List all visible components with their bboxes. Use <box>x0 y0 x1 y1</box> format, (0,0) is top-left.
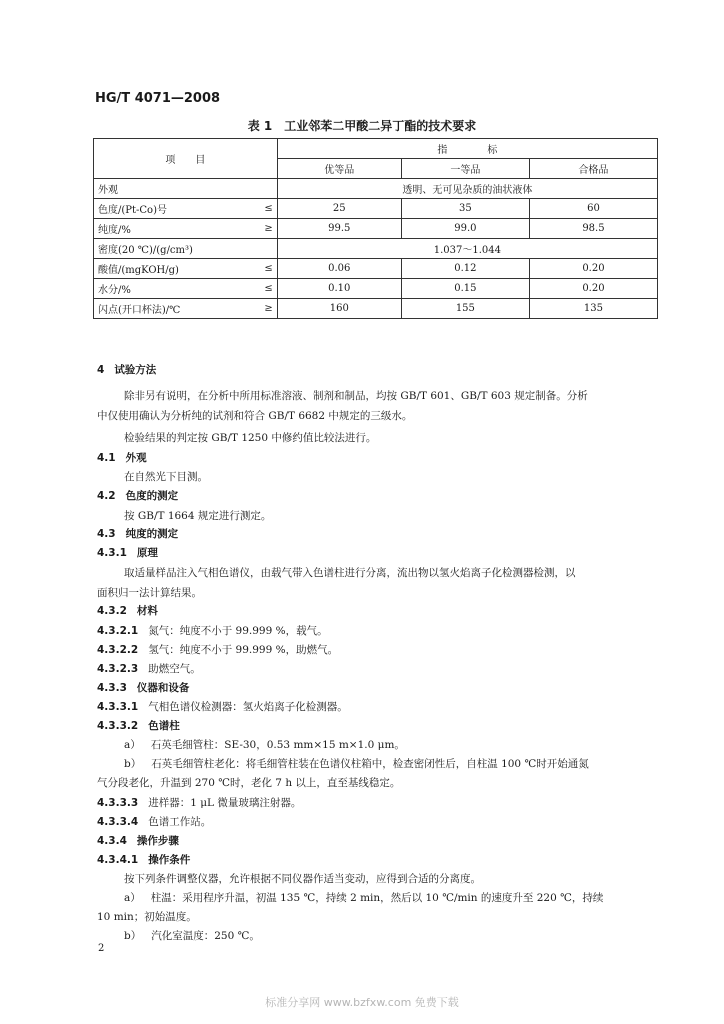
row-value: 160 <box>277 299 401 319</box>
paragraph-line: 按下列条件调整仪器，允许根据不同仪器作适当变动，应得到合适的分离度。 <box>124 873 481 885</box>
table-row <box>94 219 658 239</box>
paragraph-line: 取适量样品注入气相色谱仪，由载气带入色谱柱进行分离，流出物以氢火焰离子化检测器检测，以 <box>124 567 576 579</box>
table-title: 表 1 工业邻苯二甲酸二异丁酯的技术要求 <box>247 119 477 133</box>
section-4-3-3-2-heading: 4.3.3.2 色谱柱 <box>97 720 180 732</box>
table-row <box>94 299 658 319</box>
paragraph-line: 除非另有说明，在分析中所用标准溶液、制剂和制品，均按 GB/T 601、GB/T 603 规定制备。分析 <box>124 390 588 402</box>
list-item-a2: a） 柱温：采用程序升温，初温 135 ℃，持续 2 min，然后以 10 ℃/min 的速度升至 220 ℃，持续 <box>124 892 604 904</box>
row-name: 外观 <box>94 179 259 199</box>
paragraph-line: 按 GB/T 1664 规定进行测定。 <box>124 510 272 522</box>
section-4-3-heading: 4.3 纯度的测定 <box>97 528 179 540</box>
row-value: 0.20 <box>529 259 657 279</box>
table-row <box>94 259 658 279</box>
row-symbol: ≤ <box>259 199 277 219</box>
paragraph-line: 在自然光下目测。 <box>124 471 208 483</box>
row-value: 0.06 <box>277 259 401 279</box>
clause-4-3-2-3: 4.3.2.3 助燃空气。 <box>97 663 201 675</box>
section-4-heading: 4 试验方法 <box>97 364 157 376</box>
row-name: 纯度/% <box>94 219 259 239</box>
row-name: 酸值/(mgKOH/g) <box>94 259 259 279</box>
clause-4-3-2-2: 4.3.2.2 氢气：纯度不小于 99.999 %，助燃气。 <box>97 644 339 656</box>
row-name: 闪点(开口杯法)/℃ <box>94 299 259 319</box>
row-value: 99.0 <box>401 219 529 239</box>
section-4-2-heading: 4.2 色度的测定 <box>97 490 179 502</box>
clause-4-3-2-1: 4.3.2.1 氮气：纯度不小于 99.999 %，载气。 <box>97 625 328 637</box>
list-item-a: a） 石英毛细管柱：SE-30，0.53 mm×15 m×1.0 μm。 <box>124 739 405 751</box>
section-4-3-3-heading: 4.3.3 仪器和设备 <box>97 682 190 694</box>
clause-4-3-3-3: 4.3.3.3 进样器：1 μL 微量玻璃注射器。 <box>97 797 302 809</box>
row-symbol: ≤ <box>259 279 277 299</box>
table-row <box>94 239 658 259</box>
row-merged-value: 1.037～1.044 <box>277 239 657 259</box>
table-row <box>94 199 658 219</box>
col-index-header: 指 标 <box>277 139 657 159</box>
row-symbol: ≥ <box>259 299 277 319</box>
row-symbol <box>259 239 277 259</box>
section-4-1-heading: 4.1 外观 <box>97 452 147 464</box>
table-header-row <box>94 139 658 159</box>
row-value: 98.5 <box>529 219 657 239</box>
grade-header: 一等品 <box>401 159 529 179</box>
row-value: 0.20 <box>529 279 657 299</box>
row-merged-value: 透明、无可见杂质的油状液体 <box>277 179 657 199</box>
site-watermark-footer: 标准分享网 www.bzfxw.com 免费下载 <box>265 996 459 1009</box>
grade-header: 合格品 <box>529 159 657 179</box>
list-item-b: b） 石英毛细管柱老化：将毛细管柱装在色谱仪柱箱中，检查密闭性后，自柱温 100 ℃时开始通氮 <box>124 758 589 770</box>
clause-4-3-3-1: 4.3.3.1 气相色谱仪检测器：氢火焰离子化检测器。 <box>97 701 348 713</box>
table-row <box>94 179 658 199</box>
list-item-b2: b） 汽化室温度：250 ℃。 <box>124 930 260 942</box>
row-value: 25 <box>277 199 401 219</box>
section-4-3-2-heading: 4.3.2 材料 <box>97 605 158 617</box>
row-symbol <box>259 179 277 199</box>
section-4-3-4-heading: 4.3.4 操作步骤 <box>97 835 179 847</box>
paragraph-line: 10 min；初始温度。 <box>97 911 197 923</box>
paragraph-line: 中仅使用确认为分析纯的试剂和符合 GB/T 6682 中规定的三级水。 <box>97 410 413 422</box>
row-name: 水分/% <box>94 279 259 299</box>
row-value: 99.5 <box>277 219 401 239</box>
row-value: 0.12 <box>401 259 529 279</box>
spec-table <box>93 138 658 319</box>
grade-header: 优等品 <box>277 159 401 179</box>
paragraph-line: 检验结果的判定按 GB/T 1250 中修约值比较法进行。 <box>124 432 377 444</box>
row-value: 35 <box>401 199 529 219</box>
clause-4-3-3-4: 4.3.3.4 色谱工作站。 <box>97 816 212 828</box>
row-value: 0.15 <box>401 279 529 299</box>
row-value: 155 <box>401 299 529 319</box>
page-number: 2 <box>98 943 105 954</box>
row-value: 135 <box>529 299 657 319</box>
row-symbol: ≤ <box>259 259 277 279</box>
table-row <box>94 279 658 299</box>
section-4-3-4-1-heading: 4.3.4.1 操作条件 <box>97 854 191 866</box>
paragraph-line: 面积归一法计算结果。 <box>97 587 202 599</box>
row-name: 色度/(Pt-Co)号 <box>94 199 259 219</box>
row-value: 60 <box>529 199 657 219</box>
section-4-3-1-heading: 4.3.1 原理 <box>97 547 158 559</box>
row-name: 密度(20 ℃)/(g/cm³) <box>94 239 259 259</box>
standard-code: HG/T 4071—2008 <box>95 91 221 106</box>
row-symbol: ≥ <box>259 219 277 239</box>
col-item-header: 项 目 <box>94 139 278 179</box>
row-value: 0.10 <box>277 279 401 299</box>
paragraph-line: 气分段老化，升温到 270 ℃时，老化 7 h 以上，直至基线稳定。 <box>97 777 401 789</box>
